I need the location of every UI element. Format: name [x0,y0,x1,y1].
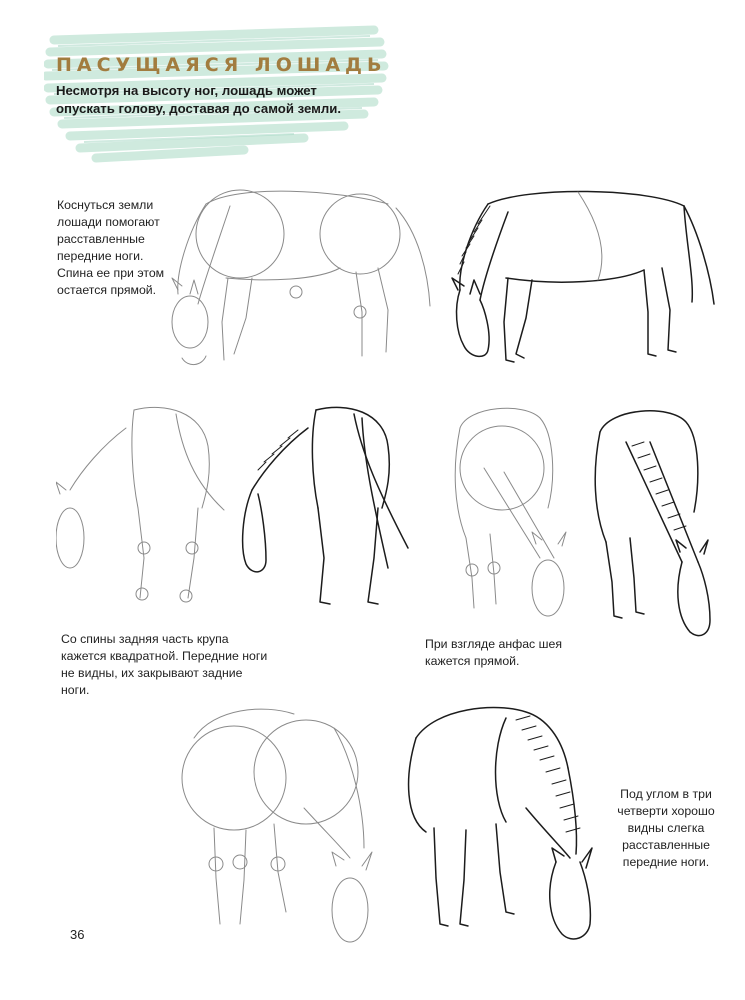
three-quarter-construction-sketch [174,698,386,950]
caption-three-quarter-view: Под углом в три четверти хорошо видны слегка расставленные передние ноги. [617,787,715,869]
side-view-finished-sketch [448,182,720,378]
front-view-finished-sketch [586,402,722,648]
side-view-construction-sketch [168,182,436,378]
three-quarter-finished-sketch [396,698,608,950]
caption-back-view: Со спины задняя часть крупа кажется квадратной. Передние ноги не видны, их закрывают задние ноги. [61,632,268,697]
caption-side-view: Коснуться земли лошади помогают расставленные передние ноги. Спина ее при этом остается прямой. [57,198,165,297]
caption-front-view: При взгляде анфас шея кажется прямой. [425,637,562,668]
front-view-construction-sketch [444,398,580,620]
back-view-construction-sketch [56,398,232,620]
page-title: ПАСУЩАЯСЯ ЛОШАДЬ [56,54,387,76]
page-subtitle: Несмотря на высоту ног, лошадь может опускать голову, доставая до самой земли. [56,83,342,116]
title-block [44,18,389,168]
back-view-finished-sketch [238,398,414,620]
page-number: 36 [70,927,85,942]
